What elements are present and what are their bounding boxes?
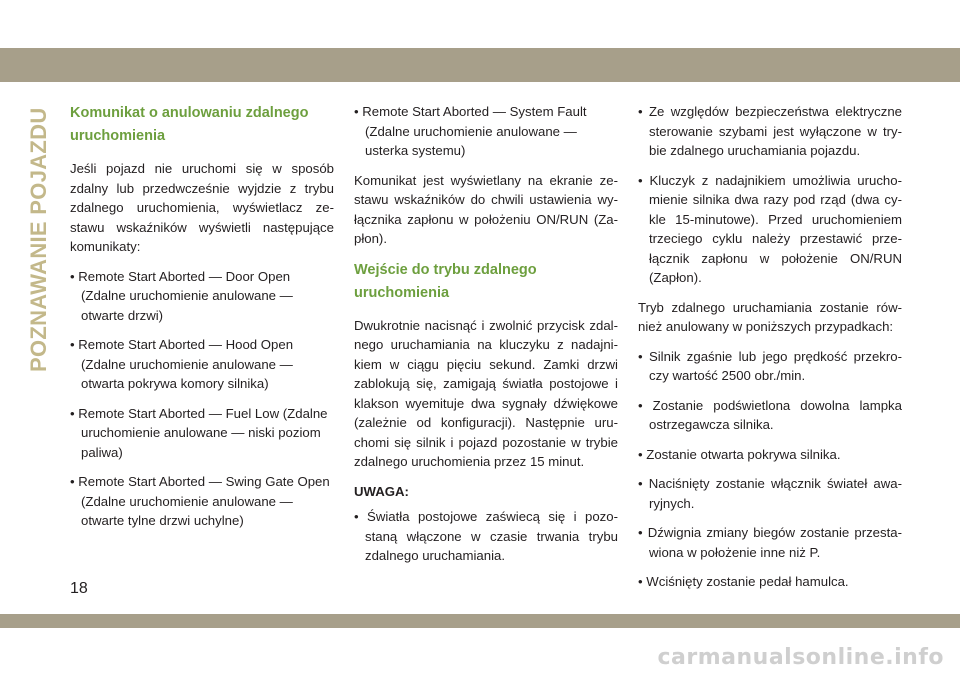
list-item: • Remote Start Aborted — Door Open (Zdalne uruchomienie anulowane — otwarte drzwi) xyxy=(70,268,293,323)
intro-paragraph: Jeśli pojazd nie uruchomi się w sposób zdalny lub przedwcześnie wyjdzie z trybu zdalnego uruchomienia, wyświetlacz ze- stawu wskaźników wyświetli następujące komunikaty: xyxy=(70,161,334,254)
header-bar xyxy=(0,48,960,82)
list-item: • Naciśnięty zostanie włącznik świateł awa- ryjnych. xyxy=(638,476,902,511)
list-item: • Silnik zgaśnie lub jego prędkość przekro- czy wartość 2500 obr./min. xyxy=(638,348,902,383)
paragraph: Komunikat jest wyświetlany na ekranie ze- stawu wskaźników do chwili ustawienia wy- łącznika zapłonu w położeniu ON/RUN (Za- płon). xyxy=(354,172,618,246)
watermark: carmanualsonline.info xyxy=(657,645,944,670)
list-item: • Kluczyk z nadajnikiem umożliwia urucho- mienie silnika dwa razy pod rząd (dwa cy- kle 15-minutowe). Przed uruchomieniem trzeciego cyklu należy przestawić prze- łącznik zapłonu w położenie ON/RUN (Zapłon). xyxy=(638,172,902,285)
page-number: 18 xyxy=(70,580,88,597)
list-item: • Dźwignia zmiany biegów zostanie przesta- wiona w położenie inne niż P. xyxy=(638,525,902,560)
column-2 xyxy=(354,102,618,576)
list-item: • Ze względów bezpieczeństwa elektryczne sterowanie szybami jest wyłączone w try- bie zdalnego uruchamiania pojazdu. xyxy=(638,104,902,158)
column-3 xyxy=(638,102,902,602)
top-margin xyxy=(0,0,960,48)
list-item: • Zostanie otwarta pokrywa silnika. xyxy=(638,446,841,462)
column-1 xyxy=(70,102,334,541)
list-item: • Remote Start Aborted — System Fault (Zdalne uruchomienie anulowane — usterka systemu) xyxy=(354,104,587,158)
list-item: • Remote Start Aborted — Swing Gate Open (Zdalne uruchomienie anulowane — otwarte tylne drzwi uchylne) xyxy=(70,474,330,528)
note-item: • Światła postojowe zaświecą się i pozo- staną włączone w czasie trwania trybu zdalnego uruchamiania. xyxy=(354,509,618,563)
paragraph: Tryb zdalnego uruchamiania zostanie rów- nież anulowany w poniższych przypadkach: xyxy=(638,299,902,334)
heading-remote-start-abort: Komunikat o anulowaniu zdalnego uruchomienia xyxy=(70,105,309,144)
list-item: • Zostanie podświetlona dowolna lampka ostrzegawcza silnika. xyxy=(638,397,902,432)
paragraph: Dwukrotnie nacisnąć i zwolnić przycisk zdal- nego uruchamiania na kluczyku z nadajni- kiem w ciągu pięciu sekund. Zamki drzwi zablokują się, zamigają światła postojowe i klakson wyemituje dwa sygnały dźwiękowe (zależnie od konfiguracji). Następnie uru- chomi się silnik i pojazd pozostanie w trybie zdalnego uruchomienia przez 15 minut. xyxy=(354,317,618,469)
list-item: • Remote Start Aborted — Hood Open (Zdalne uruchomienie anulowane — otwarta pokrywa komory silnika) xyxy=(70,337,294,391)
heading-enter-remote-start: Wejście do trybu zdalnego uruchomienia xyxy=(354,261,537,301)
note-label: UWAGA: xyxy=(354,483,409,499)
list-item: • Remote Start Aborted — Fuel Low (Zdalne uruchomienie anulowane — niski poziom paliwa) xyxy=(70,405,328,460)
section-title-vertical: POZNAWANIE POJAZDU xyxy=(26,107,51,372)
list-item: • Wciśnięty zostanie pedał hamulca. xyxy=(638,574,849,589)
footer-bar xyxy=(0,614,960,628)
